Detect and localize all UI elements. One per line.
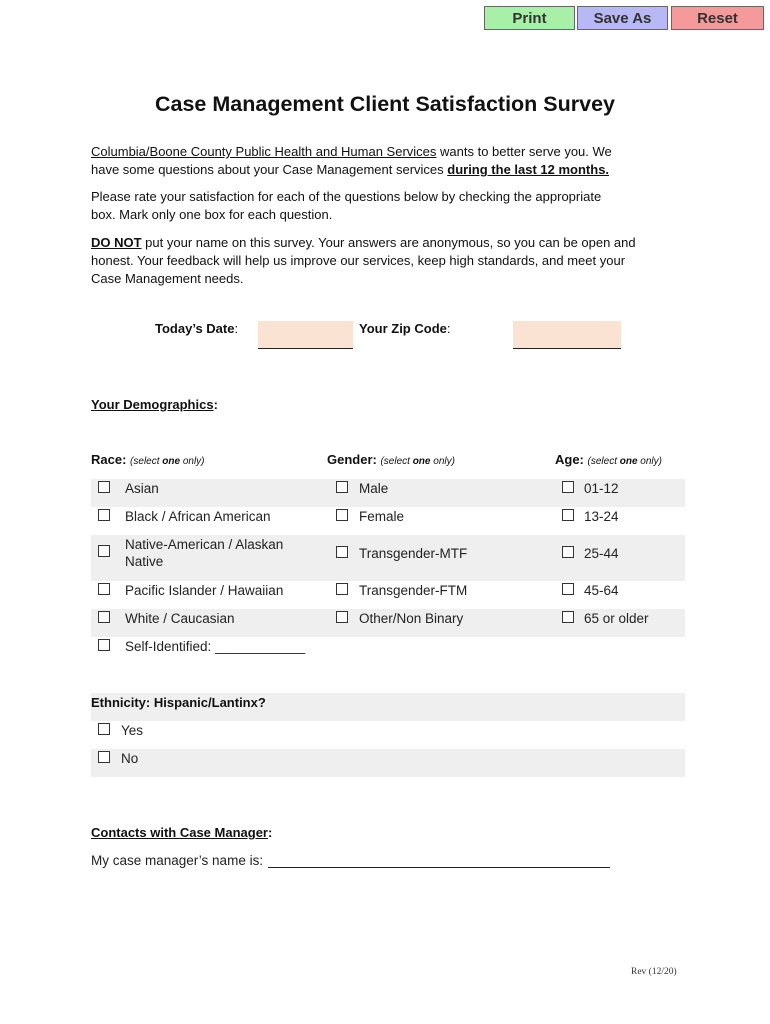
case-manager-name-field[interactable]: [268, 853, 610, 868]
gender-female-checkbox[interactable]: [336, 509, 348, 521]
race-option-label: Pacific Islander / Hawaiian: [125, 583, 284, 598]
race-pacific-islander-checkbox[interactable]: [98, 583, 110, 595]
contacts-heading: Contacts with Case Manager:: [91, 825, 273, 840]
race-header: Race: (select one only): [91, 452, 205, 467]
row-band: [91, 749, 685, 777]
gender-option-label: Transgender-FTM: [359, 583, 468, 598]
age-option-label: 13-24: [584, 509, 619, 524]
race-asian-checkbox[interactable]: [98, 481, 110, 493]
case-manager-label: My case manager’s name is:: [91, 853, 264, 868]
instructions-line1: Please rate your satisfaction for each of the questions below by checking the appropriate: [91, 189, 602, 204]
anonymity-paragraph: [91, 234, 691, 288]
ethnicity-label: Ethnicity: Hispanic/Lantinx?: [91, 695, 266, 710]
ethnicity-option-label: No: [121, 751, 139, 766]
race-option-label: Black / African American: [125, 509, 271, 524]
anon-line2: honest. Your feedback will help us improve our services, keep high standards, and meet your: [91, 253, 626, 268]
race-white-checkbox[interactable]: [98, 611, 110, 623]
race-black-checkbox[interactable]: [98, 509, 110, 521]
race-self-identified-checkbox[interactable]: [98, 639, 110, 651]
save-as-button[interactable]: Save As: [577, 6, 668, 30]
ethnicity-option-label: Yes: [121, 723, 144, 738]
do-not-emphasis: DO NOT: [91, 235, 142, 250]
gender-option-label: Female: [359, 509, 405, 524]
intro-line1: wants to better serve you. We: [436, 144, 612, 159]
gender-other-checkbox[interactable]: [336, 611, 348, 623]
age-option-label: 01-12: [584, 481, 619, 496]
age-01-12-checkbox[interactable]: [562, 481, 574, 493]
intro-paragraph: [91, 143, 691, 179]
date-input[interactable]: [258, 321, 353, 349]
gender-male-checkbox[interactable]: [336, 481, 348, 493]
demographics-heading: Your Demographics:: [91, 397, 218, 412]
age-option-label: 65 or older: [584, 611, 649, 626]
race-option-label: Asian: [125, 481, 159, 496]
gender-option-label: Other/Non Binary: [359, 611, 464, 626]
ethnicity-no-checkbox[interactable]: [98, 751, 110, 763]
age-option-label: 25-44: [584, 546, 619, 561]
race-option-label: Self-Identified: ____________: [125, 639, 306, 654]
age-65-older-checkbox[interactable]: [562, 611, 574, 623]
instructions-paragraph: [91, 188, 691, 224]
anon-line1: put your name on this survey. Your answers are anonymous, so you can be open and: [141, 235, 636, 250]
age-25-44-checkbox[interactable]: [562, 546, 574, 558]
date-label: Today’s Date:: [155, 321, 239, 336]
race-native-american-checkbox[interactable]: [98, 545, 110, 557]
zip-input[interactable]: [513, 321, 621, 349]
intro-emphasis: during the last 12 months.: [447, 162, 610, 177]
org-name: Columbia/Boone County Public Health and Human Services: [91, 144, 437, 159]
race-option-label: White / Caucasian: [125, 611, 235, 626]
page-title: Case Management Client Satisfaction Survey: [154, 92, 615, 116]
anon-line3: Case Management needs.: [91, 271, 244, 286]
age-header: Age: (select one only): [555, 452, 662, 467]
gender-option-label: Male: [359, 481, 389, 496]
gender-transgender-mtf-checkbox[interactable]: [336, 546, 348, 558]
print-button[interactable]: Print: [484, 6, 575, 30]
zip-label: Your Zip Code:: [359, 321, 451, 336]
reset-button[interactable]: Reset: [671, 6, 764, 30]
age-45-64-checkbox[interactable]: [562, 583, 574, 595]
age-13-24-checkbox[interactable]: [562, 509, 574, 521]
race-option-label: Native-American / Alaskan Native: [125, 537, 284, 569]
ethnicity-yes-checkbox[interactable]: [98, 723, 110, 735]
instructions-line2: box. Mark only one box for each question.: [91, 207, 333, 222]
age-option-label: 45-64: [584, 583, 619, 598]
revision-note: Rev (12/20): [631, 967, 677, 977]
gender-header: Gender: (select one only): [327, 452, 455, 467]
intro-line2: have some questions about your Case Management services: [91, 162, 448, 177]
gender-transgender-ftm-checkbox[interactable]: [336, 583, 348, 595]
gender-option-label: Transgender-MTF: [359, 546, 468, 561]
